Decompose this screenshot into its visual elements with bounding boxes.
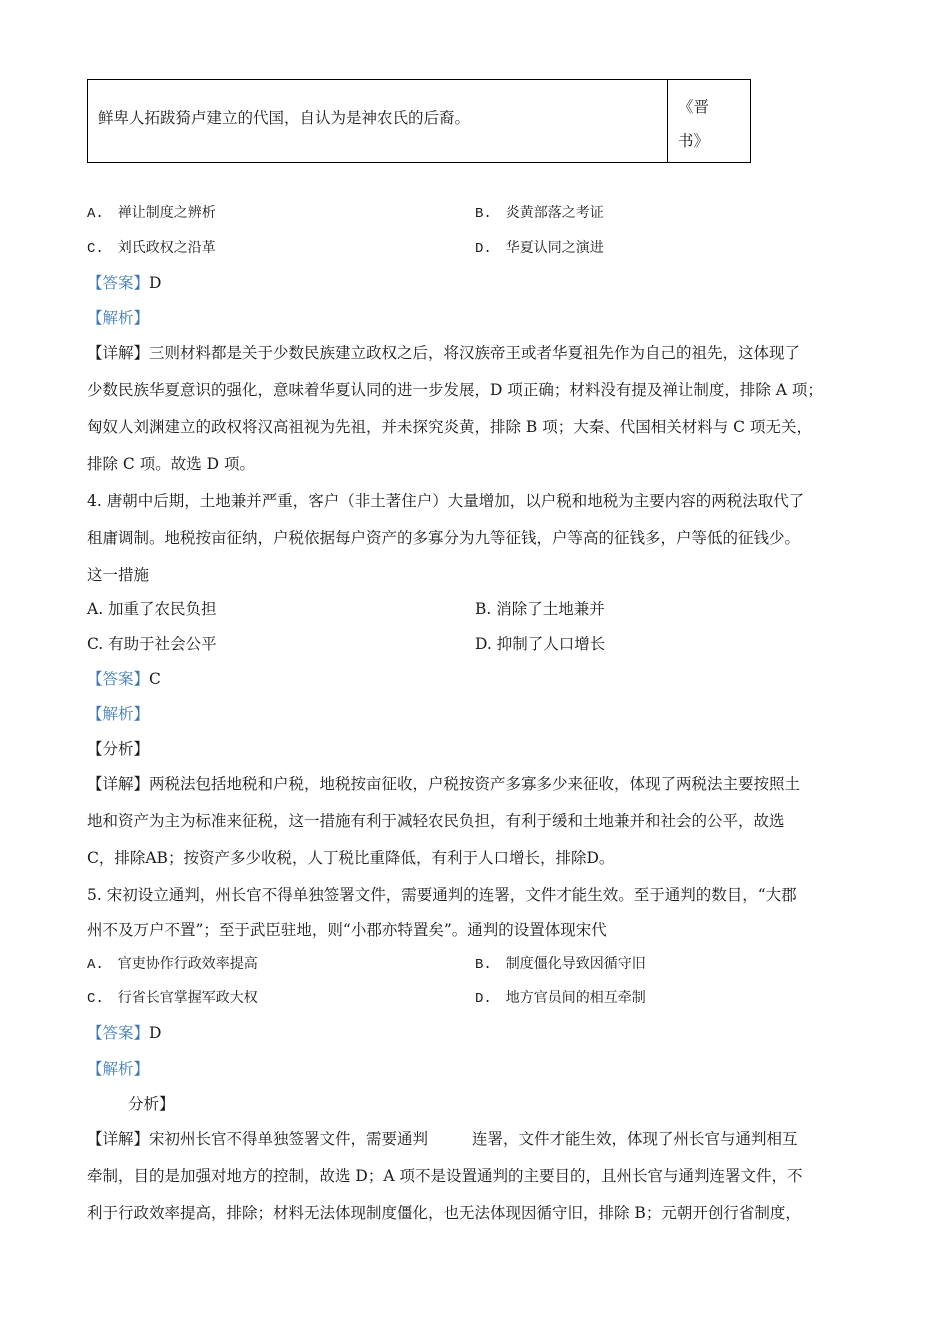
q5-detail-line3: 利于行政效率提高，排除；材料无法体现制度僵化，也无法体现因循守旧，排除 B；元朝开创行省制度， bbox=[87, 1204, 801, 1222]
q4-stem-line3: 这一措施 bbox=[87, 566, 150, 584]
table-content: 鲜卑人拓跋猗卢建立的代国，自认为是神农氏的后裔。 bbox=[98, 109, 471, 127]
q4-answer bbox=[87, 667, 161, 689]
q3-option-a: A. 禅让制度之辨析 bbox=[87, 206, 216, 222]
q5-fenxi-label: 分析】 bbox=[128, 1095, 175, 1113]
detail-label: 【详解】 bbox=[87, 344, 150, 362]
table-source-line1: 《晋 bbox=[678, 98, 710, 116]
q3-detail-line1 bbox=[87, 341, 800, 363]
q5-option-b: B. 制度僵化导致因循守旧 bbox=[475, 957, 646, 973]
q3-option-b: B. 炎黄部落之考证 bbox=[475, 206, 604, 222]
q4-detail-line3: C，排除AB；按资产多少收税，人丁税比重降低，有利于人口增长，排除D。 bbox=[87, 849, 615, 867]
q3-detail-line3: 匈奴人刘渊建立的政权将汉高祖视为先祖，并未探究炎黄，排除 B 项；大秦、代国相关材料与 C 项无关， bbox=[87, 418, 812, 436]
q4-detail-line1 bbox=[87, 772, 800, 794]
detail-text: 两税法包括地税和户税，地税按亩征收，户税按资产多寡多少来征收，体现了两税法主要按照土 bbox=[149, 775, 801, 793]
source-table bbox=[87, 79, 751, 163]
table-source-line2: 书》 bbox=[678, 132, 710, 150]
q4-option-c: C. 有助于社会公平 bbox=[87, 635, 217, 653]
table-content-cell bbox=[88, 80, 668, 162]
answer-value: D bbox=[149, 1024, 162, 1042]
q3-detail-line2: 少数民族华夏意识的强化，意味着华夏认同的进一步发展，D 项正确；材料没有提及禅让制度，排除 A 项； bbox=[87, 381, 823, 399]
q5-detail-line1 bbox=[87, 1127, 798, 1149]
q3-option-c: C. 刘氏政权之沿革 bbox=[87, 241, 216, 257]
q4-stem-line1: 4. 唐朝中后期，土地兼并严重，客户（非土著住户）大量增加，以户税和地税为主要内容的两税法取代了 bbox=[87, 492, 805, 510]
q5-analysis-label: 【解析】 bbox=[87, 1060, 150, 1078]
answer-label: 【答案】 bbox=[87, 274, 150, 292]
q4-detail-line2: 地和资产为主为标准来征税，这一措施有利于减轻农民负担，有利于缓和土地兼并和社会的公平，故选 bbox=[87, 812, 785, 830]
table-source-cell bbox=[678, 90, 738, 158]
q4-option-a: A. 加重了农民负担 bbox=[87, 600, 217, 618]
q5-stem-line1: 5. 宋初设立通判，州长官不得单独签署文件，需要通判的连署，文件才能生效。至于通判的数目，“大郡 bbox=[87, 886, 797, 904]
q3-analysis-label: 【解析】 bbox=[87, 309, 150, 327]
q4-stem-line2: 租庸调制。地税按亩征纳，户税依据每户资产的多寡分为九等征钱，户等高的征钱多，户等低的征钱少。 bbox=[87, 529, 801, 547]
answer-value: D bbox=[149, 274, 162, 292]
detail-text: 三则材料都是关于少数民族建立政权之后，将汉族帝王或者华夏祖先作为自己的祖先，这体现了 bbox=[149, 344, 801, 362]
detail-text: 宋初州长官不得单独签署文件，需要通判 bbox=[149, 1130, 429, 1148]
q3-answer bbox=[87, 271, 161, 293]
q5-stem-line2: 州不及万户不置”；至于武臣驻地，则“小郡亦特置矣”。通判的设置体现宋代 bbox=[87, 921, 607, 939]
q4-fenxi-label: 【分析】 bbox=[87, 740, 150, 758]
q4-option-b: B. 消除了土地兼并 bbox=[475, 600, 605, 618]
q4-analysis-label: 【解析】 bbox=[87, 705, 150, 723]
detail-label: 【详解】 bbox=[87, 1130, 150, 1148]
q5-answer bbox=[87, 1021, 161, 1043]
q3-detail-line4: 排除 C 项。故选 D 项。 bbox=[87, 455, 255, 473]
detail-text-continued: 连署，文件才能生效，体现了州长官与通判相互 bbox=[472, 1130, 798, 1148]
answer-label: 【答案】 bbox=[87, 1024, 150, 1042]
q3-option-d: D. 华夏认同之演进 bbox=[475, 241, 604, 257]
answer-label: 【答案】 bbox=[87, 670, 150, 688]
q4-option-d: D. 抑制了人口增长 bbox=[475, 635, 606, 653]
q5-option-a: A. 官吏协作行政效率提高 bbox=[87, 957, 258, 973]
q5-option-d: D. 地方官员间的相互牵制 bbox=[475, 991, 646, 1007]
q5-detail-line2: 牵制，目的是加强对地方的控制，故选 D；A 项不是设置通判的主要目的，且州长官与通判连署文件，不 bbox=[87, 1167, 803, 1185]
answer-value: C bbox=[149, 670, 161, 688]
detail-label: 【详解】 bbox=[87, 775, 150, 793]
q5-option-c: C. 行省长官掌握军政大权 bbox=[87, 991, 258, 1007]
